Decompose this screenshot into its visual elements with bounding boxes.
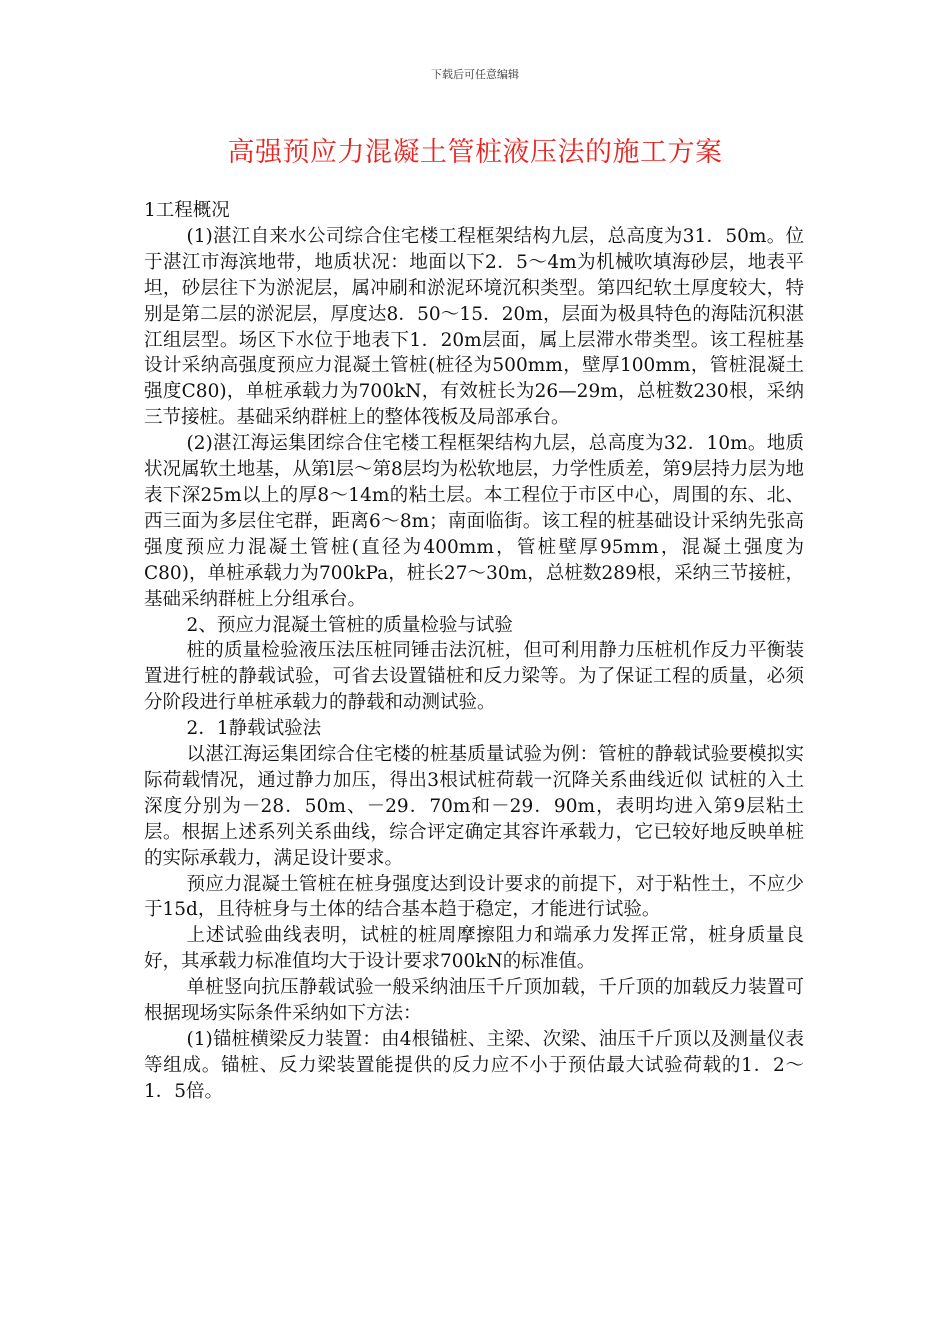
paragraph: (1)锚桩横梁反力装置：由4根锚桩、主梁、次梁、油压千斤顶以及测量仪表等组成。锚桩、反力梁装置能提供的反力应不小于预估最大试验荷载的1．2～1．5倍。 xyxy=(144,1029,804,1102)
paragraph: 单桩竖向抗压静载试验一般采纳油压千斤顶加载，千斤顶的加载反力装置可根据现场实际条件采纳如下方法： xyxy=(144,977,804,1025)
paragraph: 2．1静载试验法 xyxy=(186,718,322,740)
document-title: 高强预应力混凝土管桩液压法的施工方案 xyxy=(227,137,723,168)
paragraph: 以湛江海运集团综合住宅楼的桩基质量试验为例：管桩的静载试验要模拟实际荷载情况，通过静力加压，得出3根试桩荷载一沉降关系曲线近似 试桩的入土深度分别为－28．50m、－29．70m和－29．90m，表明均进入第9层粘土层。根据上述系列关系曲线，综合评定确定其容许承载力，它已较好地反映单桩的实际承载力，满足设计要求。 xyxy=(144,744,804,869)
paragraph: (1)湛江自来水公司综合住宅楼工程框架结构九层，总高度为31．50m。位于湛江市海滨地带，地质状况：地面以下2．5～4m为机械吹填海砂层，地表平坦，砂层往下为淤泥层，属冲刷和淤泥环境沉积类型。第四纪软土厚度较大，特别是第二层的淤泥层，厚度达8．50～15．20m，层面为极具特色的海陆沉积湛江组层型。场区下水位于地表下1．20m层面，属上层滞水带类型。该工程桩基设计采纳高强度预应力混凝土管桩(桩径为500mm，壁厚100mm，管桩混凝土强度C80)，单桩承载力为700kN，有效桩长为26—29m，总桩数230根，采纳三节接桩。基础采纳群桩上的整体筏板及局部承台。 xyxy=(144,225,804,429)
paragraph: 上述试验曲线表明，试桩的桩周摩擦阻力和端承力发挥正常，桩身质量良好，其承载力标准值均大于设计要求700kN的标准值。 xyxy=(144,925,804,973)
paragraph: (2)湛江海运集团综合住宅楼工程框架结构九层，总高度为32．10m。地质状况属软土地基，从第l层～第8层均为松软地层，力学性质差，第9层持力层为地表下深25m以上的厚8～14m的粘土层。本工程位于市区中心，周围的东、北、西三面为多层住宅群，距离6～8m；南面临街。该工程的桩基础设计采纳先张高强度预应力混凝土管桩(直径为400mm，管桩壁厚95mm，混凝土强度为C80)，单桩承载力为700kPa，桩长27～30m，总桩数289根，采纳三节接桩，基础采纳群桩上分组承台。 xyxy=(144,433,804,610)
header-note: 下载后可任意编辑 xyxy=(431,68,519,81)
section-heading: 1工程概况 xyxy=(144,200,230,221)
paragraph: 桩的质量检验液压法压桩同锤击法沉桩，但可利用静力压桩机作反力平衡装置进行桩的静载试验，可省去设置锚桩和反力梁等。为了保证工程的质量，必须分阶段进行单桩承载力的静载和动测试验。 xyxy=(144,640,804,714)
paragraph: 2、预应力混凝土管桩的质量检验与试验 xyxy=(186,614,513,636)
paragraph: 预应力混凝土管桩在桩身强度达到设计要求的前提下，对于粘性土，不应少于15d，且待桩身与土体的结合基本趋于稳定，才能进行试验。 xyxy=(144,873,804,921)
document-body xyxy=(144,198,804,1105)
